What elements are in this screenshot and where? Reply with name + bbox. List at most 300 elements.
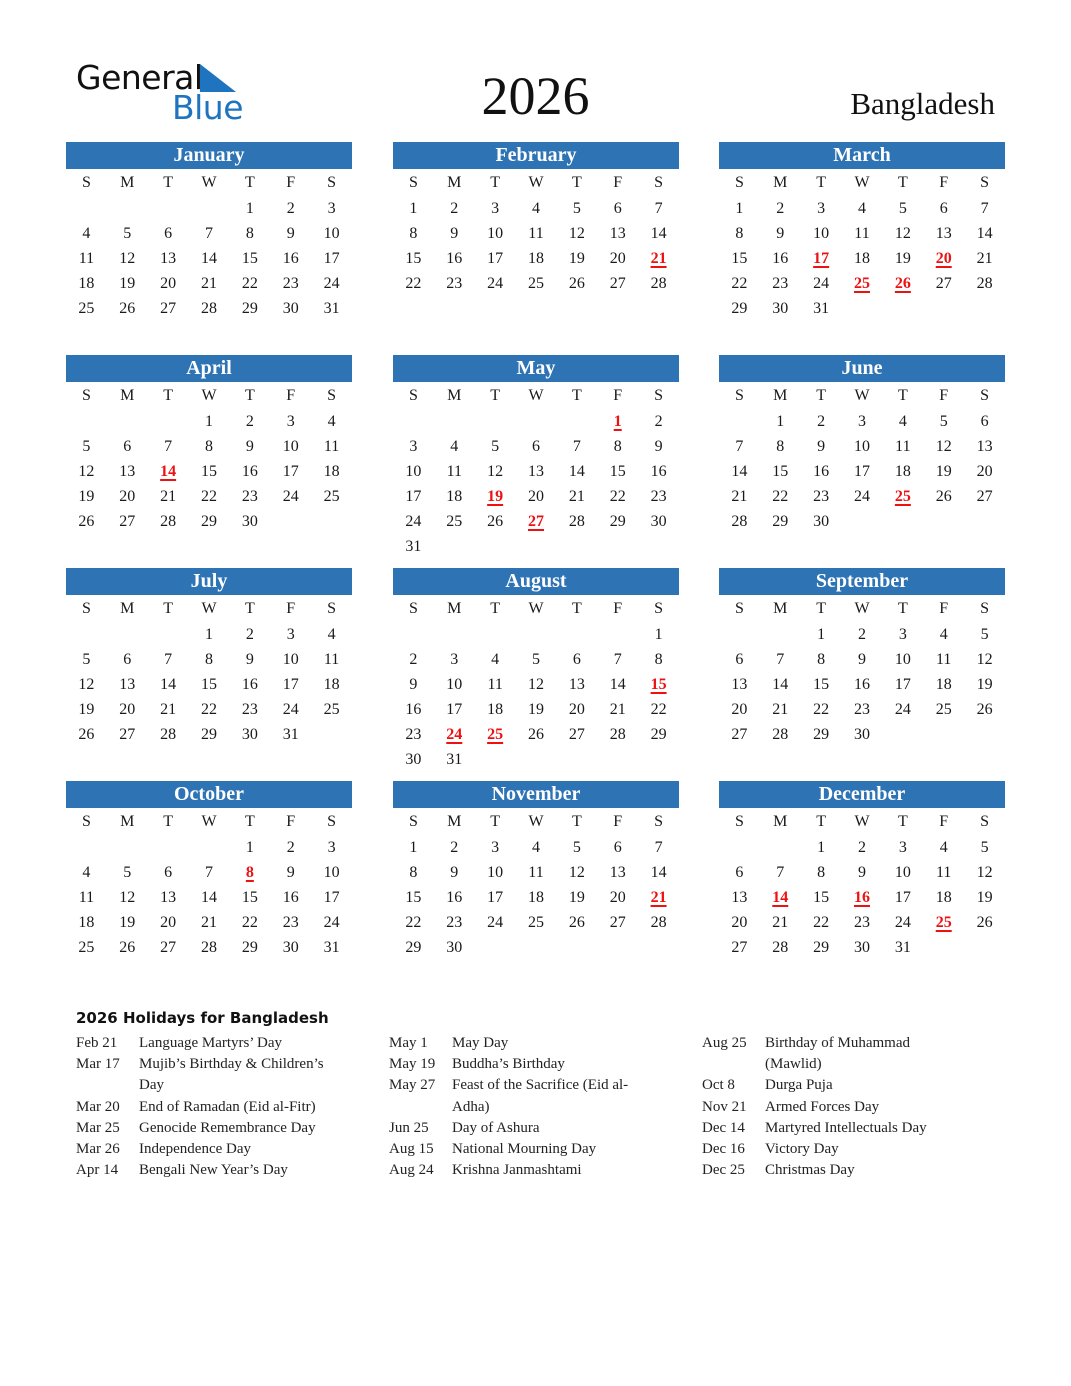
day-cell: 13 [731, 676, 748, 693]
weekday-label: S [734, 600, 744, 617]
day-cell: 7 [654, 200, 663, 217]
day-cell: 10 [282, 651, 299, 668]
weekday-label: T [244, 600, 255, 617]
holiday-item [702, 1097, 961, 1118]
day-cell: 28 [609, 726, 626, 743]
holiday-day: 16 [854, 889, 870, 906]
day-cell: 22 [201, 701, 217, 718]
day-cell: 7 [776, 864, 785, 881]
month-may [393, 355, 679, 559]
day-cell: 12 [487, 463, 504, 480]
day-cell: 8 [205, 438, 213, 455]
day-cell: 8 [245, 225, 254, 242]
holiday-date: Feb 21 [76, 1035, 118, 1051]
day-cell: 8 [735, 225, 744, 242]
day-cell: 6 [572, 651, 581, 668]
day-cell: 25 [78, 939, 95, 956]
day-cell: 12 [976, 651, 993, 668]
day-cell: 2 [286, 200, 295, 217]
month-header: May [393, 355, 679, 382]
day-cell: 20 [731, 701, 748, 718]
weekday-label: T [571, 174, 582, 191]
day-cell: 19 [78, 701, 95, 718]
weekday-label: F [939, 813, 949, 830]
day-cell: 21 [609, 701, 626, 718]
day-cell: 23 [241, 701, 258, 718]
holiday-date: Aug 25 [702, 1035, 747, 1051]
month-header: July [66, 568, 352, 595]
month-grid [66, 595, 352, 747]
holiday-item [389, 1118, 648, 1139]
holiday-name: Day of Ashura [452, 1119, 540, 1136]
day-cell: 7 [613, 651, 622, 668]
holidays-column [702, 1033, 961, 1181]
day-cell: 13 [609, 225, 626, 242]
day-cell: 12 [119, 889, 136, 906]
day-cell: 5 [491, 438, 500, 455]
holiday-date: May 19 [389, 1056, 436, 1073]
day-cell: 9 [245, 651, 254, 668]
day-cell: 7 [980, 200, 989, 217]
day-cell: 30 [241, 513, 258, 530]
day-cell: 3 [286, 626, 295, 643]
weekday-label: T [897, 174, 908, 191]
day-cell: 18 [78, 275, 95, 292]
holiday-date: May 27 [389, 1077, 436, 1094]
day-cell: 22 [731, 275, 748, 292]
day-cell: 16 [854, 676, 870, 693]
day-cell: 26 [487, 513, 504, 530]
month-header: March [719, 142, 1005, 169]
day-cell: 31 [894, 939, 911, 956]
holiday-day: 20 [935, 250, 952, 267]
day-cell: 17 [282, 676, 299, 693]
weekday-label: W [201, 600, 217, 617]
day-cell: 2 [858, 839, 866, 856]
empty-cell [66, 409, 107, 434]
holiday-day: 14 [772, 889, 789, 906]
day-cell: 3 [491, 839, 500, 856]
day-cell: 14 [160, 676, 177, 693]
day-cell: 27 [160, 300, 177, 317]
holiday-name: Krishna Janmashtami [452, 1162, 582, 1179]
day-cell: 5 [980, 839, 989, 856]
day-cell: 22 [650, 701, 667, 718]
month-grid [719, 595, 1005, 747]
weekday-label: M [773, 174, 788, 191]
weekday-label: F [613, 813, 623, 830]
day-cell: 17 [894, 889, 911, 906]
holiday-date: Dec 16 [702, 1141, 745, 1158]
day-cell: 21 [772, 914, 789, 931]
day-cell: 6 [939, 200, 948, 217]
day-cell: 6 [164, 225, 173, 242]
day-cell: 21 [160, 701, 177, 718]
holiday-day: 15 [650, 676, 667, 693]
holiday-date: Dec 14 [702, 1119, 745, 1136]
day-cell: 15 [813, 889, 830, 906]
weekday-label: W [201, 813, 217, 830]
day-cell: 28 [160, 513, 177, 530]
day-cell: 16 [241, 676, 258, 693]
day-cell: 11 [528, 225, 544, 242]
day-cell: 2 [245, 626, 254, 643]
month-september [719, 568, 1005, 747]
weekday-label: S [980, 813, 990, 830]
day-cell: 9 [858, 651, 866, 668]
day-cell: 1 [776, 413, 785, 430]
day-cell: 12 [78, 676, 95, 693]
day-cell: 24 [487, 275, 504, 292]
empty-cell [760, 835, 801, 860]
calendar-year: 2026 [481, 66, 590, 126]
weekday-label: F [286, 600, 296, 617]
month-june [719, 355, 1005, 534]
day-cell: 28 [650, 275, 667, 292]
empty-cell [393, 622, 434, 647]
weekday-label: S [81, 387, 91, 404]
holiday-day: 21 [650, 250, 667, 267]
day-cell: 9 [858, 864, 866, 881]
empty-cell [148, 835, 189, 860]
month-grid [393, 169, 679, 296]
weekday-label: S [408, 387, 418, 404]
day-cell: 29 [772, 513, 789, 530]
weekday-label: S [327, 813, 337, 830]
day-cell: 21 [772, 701, 789, 718]
day-cell: 22 [201, 488, 217, 505]
day-cell: 10 [282, 438, 299, 455]
weekday-label: T [897, 600, 908, 617]
holiday-item [389, 1160, 648, 1181]
day-cell: 11 [78, 889, 95, 906]
day-cell: 1 [205, 626, 213, 643]
day-cell: 7 [735, 438, 744, 455]
day-cell: 13 [568, 676, 585, 693]
month-january [66, 142, 352, 321]
weekday-label: W [528, 600, 544, 617]
weekday-label: S [734, 174, 744, 191]
day-cell: 1 [409, 839, 418, 856]
day-cell: 3 [817, 200, 826, 217]
day-cell: 31 [813, 300, 830, 317]
holiday-day: 8 [245, 864, 254, 881]
month-grid [66, 169, 352, 321]
day-cell: 2 [450, 200, 459, 217]
day-cell: 4 [532, 200, 540, 217]
day-cell: 17 [405, 488, 422, 505]
weekday-label: M [773, 387, 788, 404]
empty-cell [107, 835, 148, 860]
day-cell: 15 [201, 676, 217, 693]
day-cell: 16 [241, 463, 258, 480]
day-cell: 4 [939, 626, 948, 643]
day-cell: 20 [731, 914, 748, 931]
day-cell: 28 [160, 726, 177, 743]
holiday-name: Feast of the Sacrifice (Eid al-Adha) [452, 1077, 629, 1115]
day-cell: 9 [245, 438, 254, 455]
day-cell: 30 [282, 300, 299, 317]
month-august [393, 568, 679, 772]
day-cell: 2 [858, 626, 866, 643]
day-cell: 3 [327, 839, 336, 856]
day-cell: 30 [282, 939, 299, 956]
day-cell: 18 [528, 889, 544, 906]
month-october [66, 781, 352, 960]
empty-cell [107, 409, 148, 434]
day-cell: 21 [201, 914, 217, 931]
day-cell: 1 [817, 839, 826, 856]
day-cell: 1 [817, 626, 826, 643]
month-grid [719, 382, 1005, 534]
month-grid [393, 382, 679, 559]
day-cell: 24 [894, 914, 911, 931]
day-cell: 29 [813, 726, 830, 743]
day-cell: 23 [405, 726, 422, 743]
month-grid [393, 808, 679, 960]
day-cell: 14 [976, 225, 993, 242]
day-cell: 16 [446, 250, 463, 267]
holiday-item [76, 1118, 335, 1139]
empty-cell [66, 835, 107, 860]
day-cell: 31 [323, 300, 340, 317]
day-cell: 21 [568, 488, 585, 505]
day-cell: 20 [609, 250, 626, 267]
day-cell: 18 [323, 463, 340, 480]
day-cell: 5 [82, 438, 91, 455]
day-cell: 6 [613, 200, 622, 217]
day-cell: 10 [854, 438, 870, 455]
day-cell: 28 [201, 300, 217, 317]
day-cell: 31 [282, 726, 299, 743]
weekday-label: M [773, 600, 788, 617]
weekday-label: T [571, 813, 582, 830]
weekday-label: M [773, 813, 788, 830]
day-cell: 24 [813, 275, 830, 292]
empty-cell [434, 409, 475, 434]
day-cell: 23 [446, 275, 463, 292]
day-cell: 29 [731, 300, 748, 317]
day-cell: 30 [241, 726, 258, 743]
day-cell: 7 [205, 864, 213, 881]
weekday-label: W [528, 174, 544, 191]
day-cell: 2 [776, 200, 785, 217]
weekday-label: M [447, 174, 462, 191]
day-cell: 30 [650, 513, 667, 530]
day-cell: 5 [123, 225, 132, 242]
day-cell: 17 [446, 701, 463, 718]
day-cell: 9 [817, 438, 826, 455]
day-cell: 26 [976, 701, 993, 718]
holiday-item [702, 1118, 961, 1139]
weekday-label: S [408, 600, 418, 617]
day-cell: 18 [894, 463, 911, 480]
day-cell: 25 [528, 914, 544, 931]
day-cell: 31 [446, 751, 463, 768]
holiday-item [702, 1033, 961, 1075]
weekday-label: W [528, 813, 544, 830]
holiday-day: 19 [487, 488, 504, 505]
day-cell: 12 [568, 225, 585, 242]
day-cell: 13 [528, 463, 544, 480]
day-cell: 12 [894, 225, 911, 242]
day-cell: 18 [487, 701, 504, 718]
month-grid [719, 808, 1005, 960]
weekday-label: F [286, 813, 296, 830]
holiday-day: 1 [613, 413, 622, 430]
weekday-label: W [854, 387, 870, 404]
day-cell: 19 [119, 275, 136, 292]
day-cell: 12 [119, 250, 136, 267]
day-cell: 17 [487, 889, 504, 906]
holiday-item [389, 1075, 648, 1117]
weekday-label: S [980, 387, 990, 404]
day-cell: 3 [858, 413, 866, 430]
day-cell: 9 [654, 438, 663, 455]
weekday-label: S [81, 174, 91, 191]
day-cell: 29 [609, 513, 626, 530]
day-cell: 9 [450, 225, 459, 242]
day-cell: 5 [572, 200, 581, 217]
day-cell: 9 [776, 225, 785, 242]
day-cell: 24 [487, 914, 504, 931]
month-header: November [393, 781, 679, 808]
day-cell: 21 [976, 250, 993, 267]
day-cell: 8 [817, 651, 826, 668]
day-cell: 26 [119, 300, 136, 317]
day-cell: 16 [650, 463, 667, 480]
weekday-label: T [490, 387, 501, 404]
day-cell: 31 [323, 939, 340, 956]
month-grid [719, 169, 1005, 321]
day-cell: 27 [119, 726, 136, 743]
day-cell: 22 [405, 275, 422, 292]
weekday-label: F [939, 387, 949, 404]
day-cell: 11 [528, 864, 544, 881]
logo-text-general: General [76, 58, 203, 97]
day-cell: 23 [772, 275, 789, 292]
day-cell: 14 [201, 250, 217, 267]
month-march [719, 142, 1005, 321]
day-cell: 1 [735, 200, 744, 217]
day-cell: 12 [976, 864, 993, 881]
empty-cell [66, 196, 107, 221]
day-cell: 29 [201, 513, 217, 530]
holiday-date: Oct 8 [702, 1077, 735, 1094]
day-cell: 27 [119, 513, 136, 530]
day-cell: 10 [894, 864, 911, 881]
day-cell: 29 [405, 939, 422, 956]
day-cell: 5 [898, 200, 907, 217]
day-cell: 8 [817, 864, 826, 881]
holiday-day: 27 [528, 513, 544, 530]
day-cell: 11 [936, 864, 952, 881]
day-cell: 13 [119, 463, 136, 480]
day-cell: 10 [813, 225, 830, 242]
empty-cell [475, 409, 516, 434]
month-header: January [66, 142, 352, 169]
day-cell: 19 [935, 463, 952, 480]
day-cell: 25 [935, 701, 952, 718]
weekday-label: S [654, 813, 664, 830]
day-cell: 26 [568, 275, 585, 292]
day-cell: 26 [78, 726, 95, 743]
weekday-label: T [490, 813, 501, 830]
month-header: August [393, 568, 679, 595]
weekday-label: T [163, 600, 174, 617]
holiday-date: Apr 14 [76, 1162, 119, 1179]
day-cell: 8 [776, 438, 785, 455]
day-cell: 4 [450, 438, 459, 455]
empty-cell [148, 409, 189, 434]
empty-cell [107, 622, 148, 647]
holiday-name: Christmas Day [765, 1162, 855, 1179]
weekday-label: T [897, 813, 908, 830]
weekday-label: S [408, 174, 418, 191]
country-name: Bangladesh [850, 86, 995, 121]
day-cell: 24 [854, 488, 870, 505]
day-cell: 13 [976, 438, 993, 455]
day-cell: 18 [446, 488, 463, 505]
day-cell: 17 [487, 250, 504, 267]
day-cell: 16 [282, 250, 299, 267]
day-cell: 14 [609, 676, 626, 693]
holiday-name: Buddha’s Birthday [452, 1056, 565, 1073]
holiday-name: May Day [452, 1035, 509, 1051]
weekday-label: F [939, 600, 949, 617]
holiday-date: Dec 25 [702, 1162, 745, 1179]
day-cell: 29 [201, 726, 217, 743]
day-cell: 16 [405, 701, 422, 718]
day-cell: 18 [323, 676, 340, 693]
holiday-date: Mar 26 [76, 1141, 120, 1158]
day-cell: 2 [817, 413, 826, 430]
holiday-name: Bengali New Year’s Day [139, 1162, 288, 1179]
day-cell: 14 [650, 225, 667, 242]
day-cell: 4 [82, 225, 91, 242]
day-cell: 11 [323, 651, 340, 668]
day-cell: 8 [654, 651, 663, 668]
weekday-label: T [490, 174, 501, 191]
day-cell: 22 [609, 488, 626, 505]
day-cell: 19 [568, 250, 585, 267]
day-cell: 24 [323, 914, 340, 931]
day-cell: 1 [409, 200, 418, 217]
day-cell: 11 [78, 250, 95, 267]
day-cell: 30 [854, 726, 870, 743]
day-cell: 4 [82, 864, 91, 881]
day-cell: 3 [450, 651, 459, 668]
day-cell: 6 [123, 438, 132, 455]
day-cell: 28 [568, 513, 585, 530]
day-cell: 1 [245, 200, 254, 217]
holiday-name: Armed Forces Day [765, 1098, 880, 1115]
day-cell: 11 [323, 438, 340, 455]
day-cell: 5 [572, 839, 581, 856]
day-cell: 26 [78, 513, 95, 530]
holiday-day: 25 [935, 914, 952, 931]
day-cell: 30 [446, 939, 463, 956]
day-cell: 15 [405, 250, 422, 267]
weekday-label: S [81, 813, 91, 830]
empty-cell [597, 622, 638, 647]
holiday-item [702, 1160, 961, 1181]
month-grid [66, 808, 352, 960]
day-cell: 21 [731, 488, 748, 505]
month-header: October [66, 781, 352, 808]
holiday-item [76, 1054, 335, 1096]
day-cell: 7 [205, 225, 213, 242]
